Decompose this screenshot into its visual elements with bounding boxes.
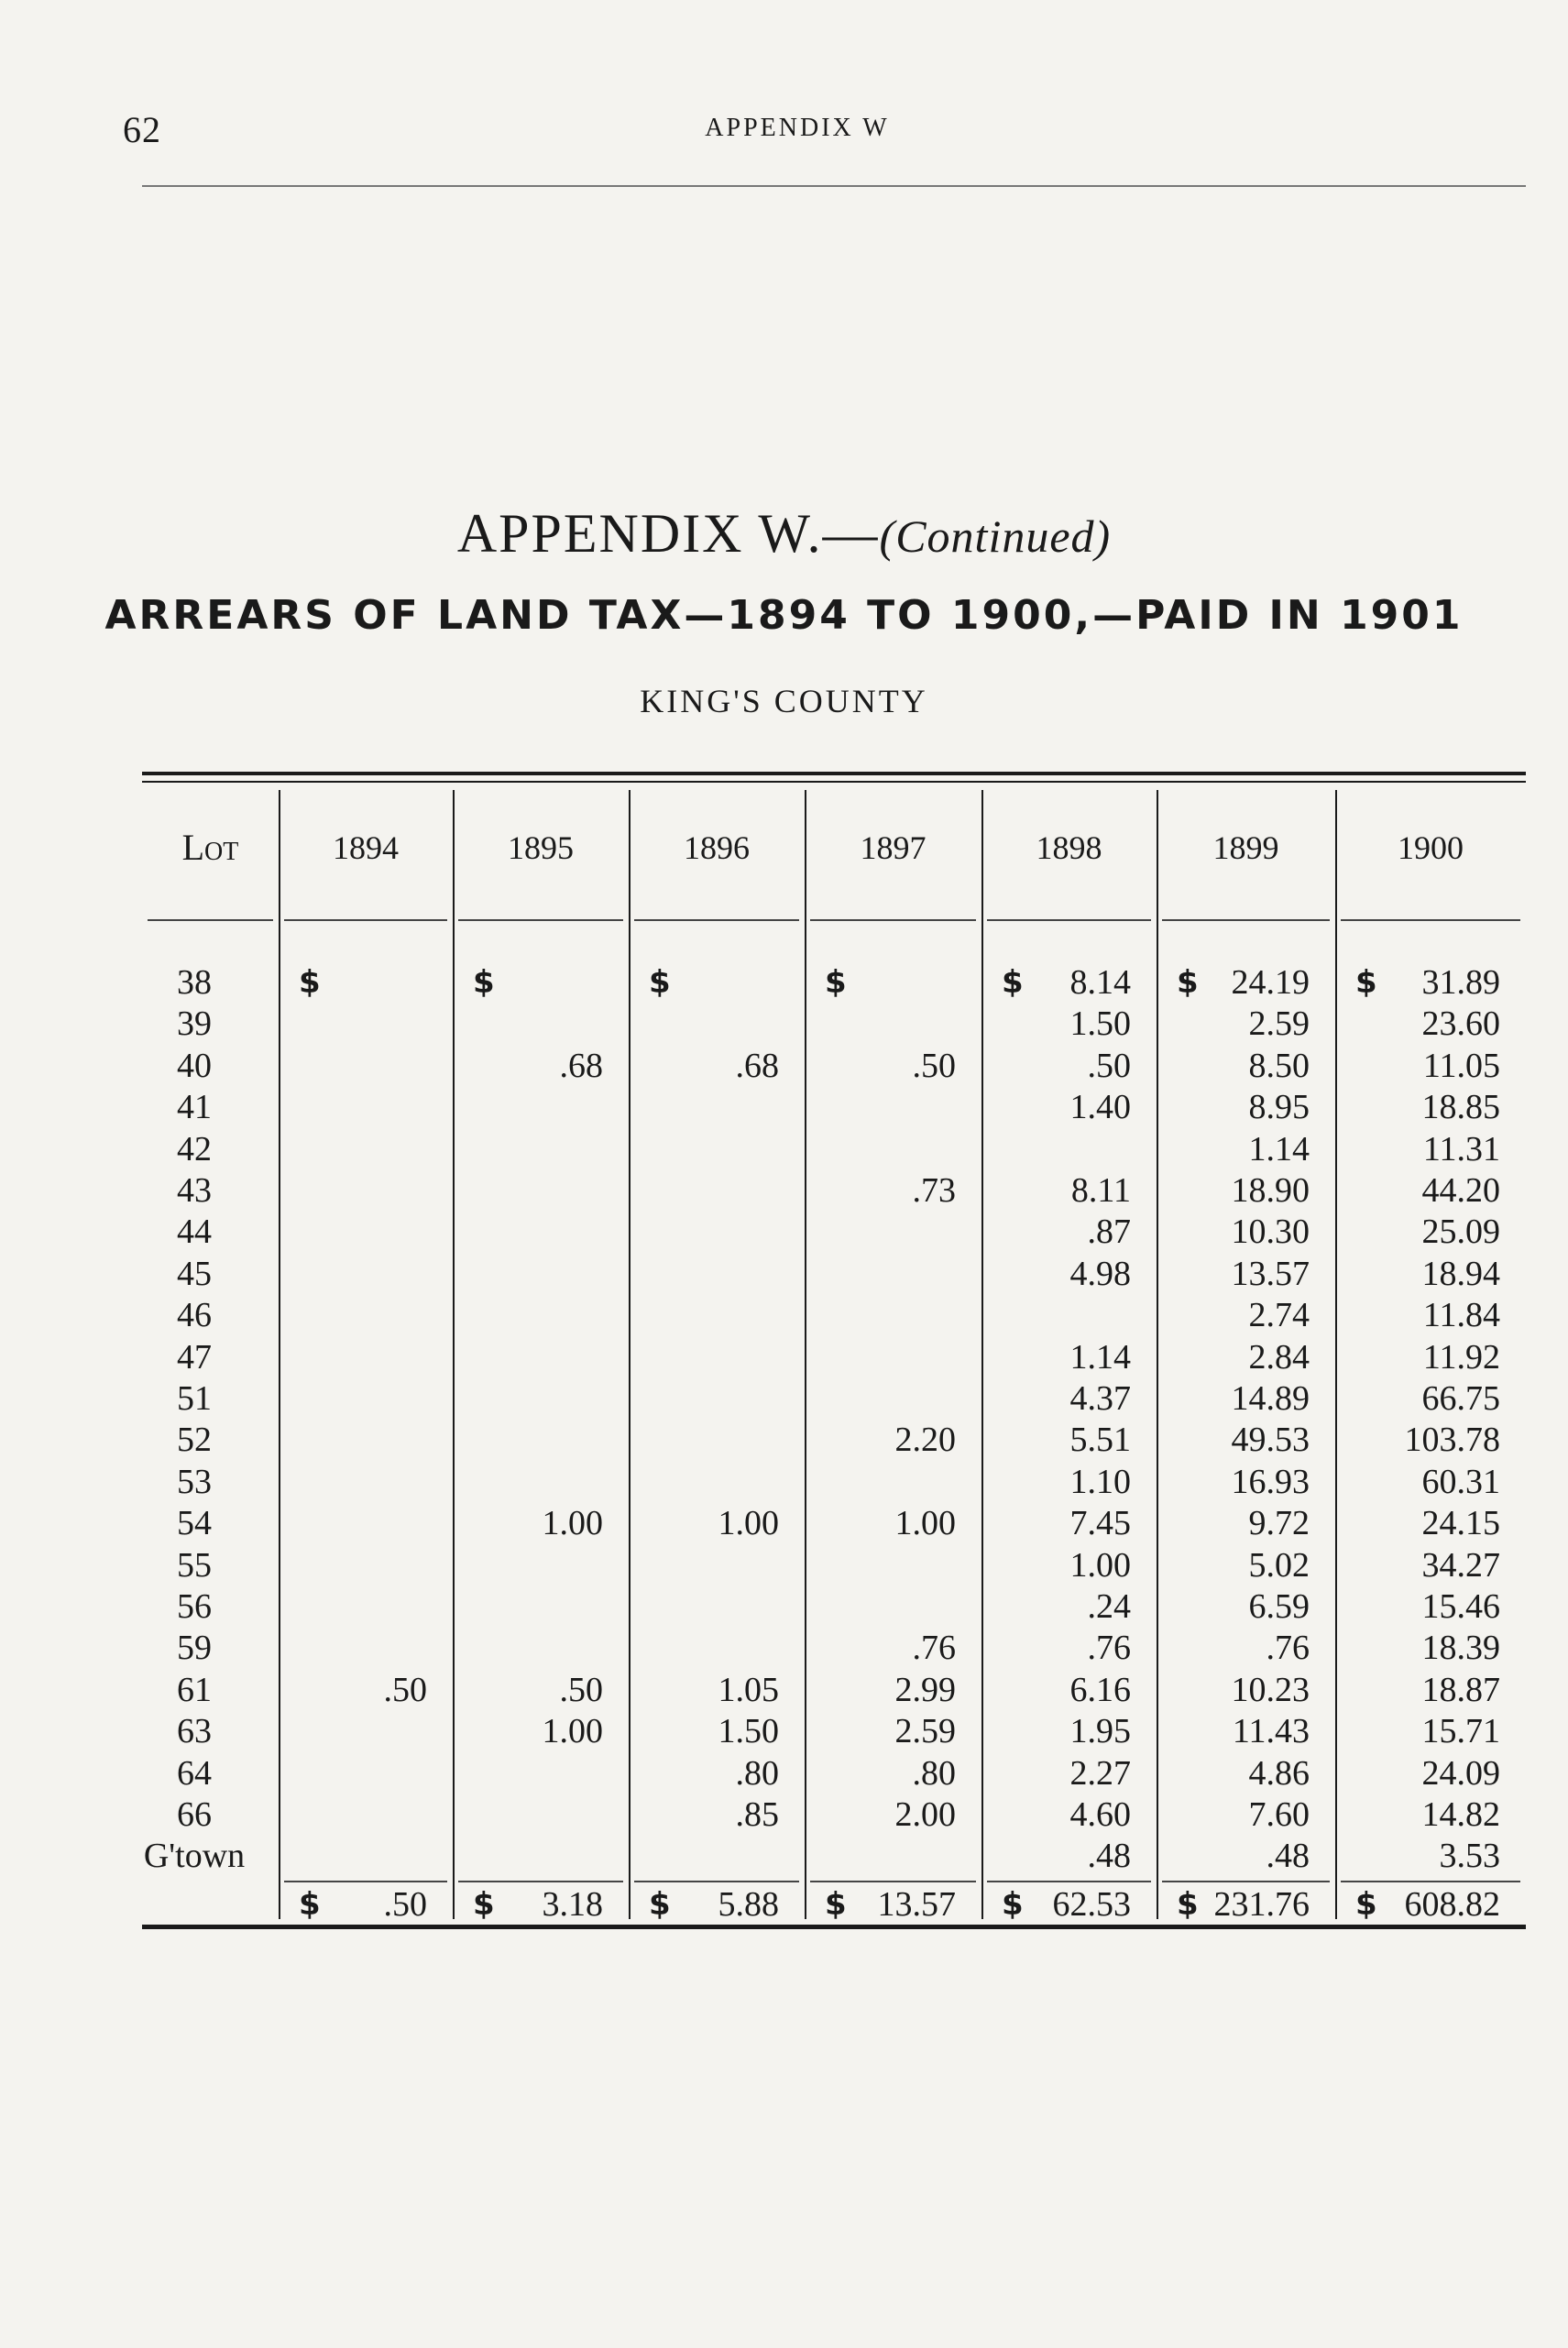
total-rule [1162,1881,1330,1882]
running-title: APPENDIX W [705,114,890,142]
year-header-1897: 1897 [860,829,927,866]
lot-number: 45 [177,1254,212,1293]
total-rule [987,1881,1151,1882]
lot-number: 43 [177,1171,212,1210]
table-cell: 31.89 [1421,963,1500,1002]
page-number: 62 [123,109,161,150]
lot-number: 64 [177,1753,212,1793]
table-cell: .76 [912,1629,956,1668]
total-rule [284,1881,447,1882]
table-cell: 24.09 [1421,1753,1500,1793]
table-cell: 8.50 [1248,1046,1310,1085]
table-top-rule-2 [142,781,1526,783]
table-cell: 8.11 [1070,1171,1131,1210]
dollar-sign: $ [649,964,671,1001]
table-cell: 66.75 [1421,1379,1500,1418]
lot-number: 63 [177,1712,212,1751]
table-cell: 9.72 [1248,1504,1310,1543]
lot-number: 56 [177,1587,212,1626]
table-cell: 5.02 [1248,1545,1310,1585]
table-cell: 1.05 [718,1670,779,1709]
dollar-sign: $ [473,964,495,1001]
table-cell: 11.84 [1422,1296,1500,1335]
lot-number: 55 [177,1545,212,1585]
table-cell: 11.05 [1422,1046,1500,1085]
table-top-rule [142,772,1526,775]
appendix-title-main: APPENDIX W.— [456,503,880,564]
table-cell: .85 [735,1795,779,1834]
table-cell: 11.31 [1422,1129,1500,1169]
table-cell: .24 [1087,1587,1131,1626]
table-cell: 1.40 [1069,1088,1131,1127]
table-cell: 11.92 [1422,1337,1500,1377]
total-dollar-sign: $ [825,1886,847,1923]
table-cell: 7.45 [1069,1504,1131,1543]
table-cell: 15.71 [1421,1712,1500,1751]
year-header-1894: 1894 [333,829,399,866]
total-dollar-sign: $ [473,1886,495,1923]
header-underline [284,919,447,921]
table-cell: 1.00 [542,1712,603,1751]
table-cell: 7.60 [1248,1795,1310,1834]
lot-header: Lot [181,827,239,868]
year-header-1899: 1899 [1212,829,1279,866]
table-cell: .68 [559,1046,603,1085]
column-rule [279,790,280,1919]
table-cell: 4.98 [1069,1254,1131,1293]
table-cell: 13.57 [1231,1254,1310,1293]
table-cell: 6.59 [1248,1587,1310,1626]
header-underline [1341,919,1520,921]
lot-number: 53 [177,1462,212,1501]
year-header-1895: 1895 [508,829,574,866]
table-cell: .50 [559,1670,603,1709]
lot-number: G'town [143,1837,246,1876]
table-cell: 10.30 [1231,1212,1310,1252]
lot-number: 61 [177,1670,212,1709]
table-cell: 5.51 [1069,1421,1131,1460]
table-cell: 14.82 [1421,1795,1500,1834]
table-cell: .50 [383,1670,427,1709]
year-header-1900: 1900 [1398,829,1464,866]
lot-number: 47 [177,1337,212,1377]
lot-number: 39 [177,1004,212,1044]
table-cell: 24.15 [1421,1504,1500,1543]
table-subtitle: ARREARS OF LAND TAX—1894 TO 1900,—PAID IN 1901 [104,592,1464,639]
table-cell: .76 [1266,1629,1310,1668]
total-dollar-sign: $ [1177,1886,1199,1923]
dollar-sign: $ [1177,964,1199,1001]
table-cell: 4.86 [1248,1753,1310,1793]
lot-number: 59 [177,1629,212,1668]
lot-number: 66 [177,1795,212,1834]
table-cell: 6.16 [1069,1670,1131,1709]
header-rule [142,185,1526,187]
column-total: 3.18 [542,1885,603,1924]
header-underline [634,919,799,921]
table-cell: 4.60 [1069,1795,1131,1834]
table-cell: 1.10 [1069,1462,1131,1501]
table-cell: 1.14 [1248,1129,1310,1169]
header-underline [458,919,623,921]
table-cell: 1.00 [1069,1545,1131,1585]
table-cell: 16.93 [1231,1462,1310,1501]
header-underline [148,919,273,921]
column-total: 62.53 [1052,1885,1131,1924]
total-rule [810,1881,976,1882]
lot-number: 52 [177,1421,212,1460]
table-cell: .80 [912,1753,956,1793]
header-underline [1162,919,1330,921]
column-total: 231.76 [1213,1885,1310,1924]
header-underline [987,919,1151,921]
lot-number: 40 [177,1046,212,1085]
table-cell: 18.85 [1421,1088,1500,1127]
table-cell: 1.50 [1069,1004,1131,1044]
total-rule [634,1881,799,1882]
table-cell: 2.20 [894,1421,956,1460]
column-total: .50 [383,1885,427,1924]
table-cell: 11.43 [1232,1712,1310,1751]
table-cell: .50 [1087,1046,1131,1085]
dollar-sign: $ [1355,964,1377,1001]
table-cell: 1.14 [1069,1337,1131,1377]
table-cell: 1.95 [1069,1712,1131,1751]
appendix-title [0,502,1568,565]
table-cell: 2.59 [894,1712,956,1751]
lot-number: 41 [177,1088,212,1127]
table-cell: 18.94 [1421,1254,1500,1293]
table-cell: .87 [1087,1212,1131,1252]
header-underline [810,919,976,921]
table-cell: 14.89 [1231,1379,1310,1418]
column-total: 5.88 [718,1885,779,1924]
lot-number: 54 [177,1504,212,1543]
total-dollar-sign: $ [1355,1886,1377,1923]
table-cell: .80 [735,1753,779,1793]
table-cell: 2.00 [894,1795,956,1834]
table-cell: 1.00 [718,1504,779,1543]
table-cell: 60.31 [1421,1462,1500,1501]
appendix-title-continued: (Continued) [879,510,1112,562]
total-rule [458,1881,623,1882]
table-cell: 2.27 [1069,1753,1131,1793]
table-cell: 2.59 [1248,1004,1310,1044]
lot-number: 51 [177,1379,212,1418]
table-cell: 8.14 [1069,963,1131,1002]
table-cell: 44.20 [1421,1171,1500,1210]
table-cell: 8.95 [1248,1088,1310,1127]
table-cell: 1.00 [542,1504,603,1543]
table-cell: 103.78 [1404,1421,1500,1460]
year-header-1896: 1896 [684,829,750,866]
table-cell: 4.37 [1069,1379,1131,1418]
table-cell: 18.39 [1421,1629,1500,1668]
lot-number: 42 [177,1129,212,1169]
table-cell: .50 [912,1046,956,1085]
table-cell: .48 [1087,1837,1131,1876]
total-dollar-sign: $ [299,1886,321,1923]
total-dollar-sign: $ [649,1886,671,1923]
year-header-1898: 1898 [1036,829,1102,866]
table-cell: 2.84 [1248,1337,1310,1377]
table-cell: 10.23 [1231,1670,1310,1709]
dollar-sign: $ [299,964,321,1001]
county-heading: KING'S COUNTY [640,683,928,719]
table-cell: 34.27 [1421,1545,1500,1585]
lot-number: 46 [177,1296,212,1335]
table-cell: 3.53 [1439,1837,1500,1876]
column-total: 608.82 [1404,1885,1500,1924]
table-cell: 15.46 [1421,1587,1500,1626]
lot-number: 38 [177,963,212,1002]
table-cell: .68 [735,1046,779,1085]
total-dollar-sign: $ [1002,1886,1024,1923]
table-cell: .48 [1266,1837,1310,1876]
table-cell: 25.09 [1421,1212,1500,1252]
dollar-sign: $ [1002,964,1024,1001]
dollar-sign: $ [825,964,847,1001]
column-total: 13.57 [877,1885,956,1924]
table-cell: 1.00 [894,1504,956,1543]
table-cell: 23.60 [1421,1004,1500,1044]
table-cell: 2.99 [894,1670,956,1709]
table-cell: 24.19 [1231,963,1310,1002]
table-cell: 1.50 [718,1712,779,1751]
table-cell: .76 [1087,1629,1131,1668]
total-rule [1341,1881,1520,1882]
lot-number: 44 [177,1212,212,1252]
table-cell: .73 [912,1171,956,1210]
table-cell: 49.53 [1231,1421,1310,1460]
table-cell: 18.90 [1231,1171,1310,1210]
table-cell: 18.87 [1421,1670,1500,1709]
table-cell: 2.74 [1248,1296,1310,1335]
